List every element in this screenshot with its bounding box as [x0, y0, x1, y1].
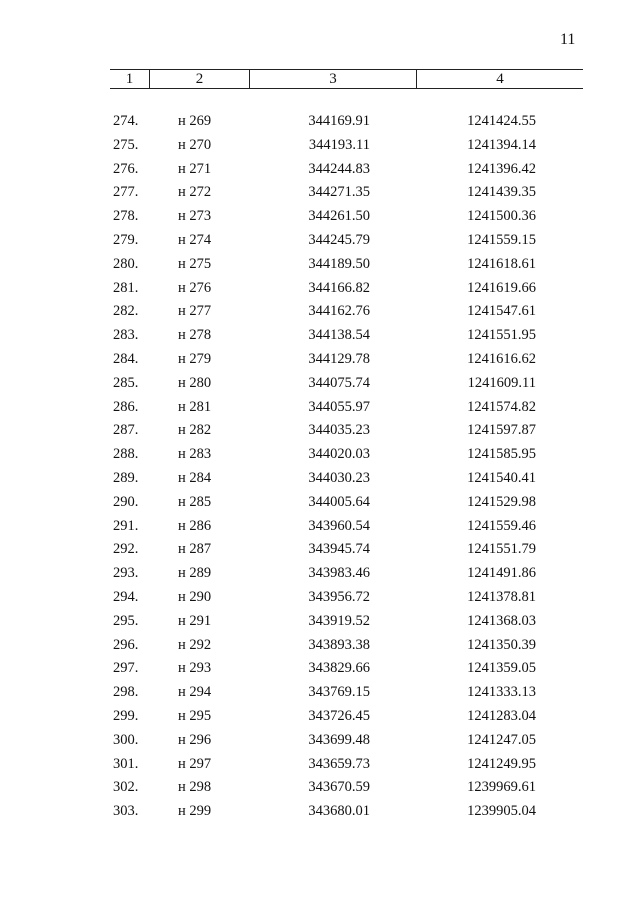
table-row — [0, 206, 639, 230]
coordinate-x: 343829.66 — [308, 660, 370, 677]
row-number: 284. — [113, 350, 139, 367]
coordinate-x: 343919.52 — [308, 612, 370, 629]
coordinate-x: 344245.79 — [308, 231, 370, 248]
point-id: н 291 — [178, 612, 212, 629]
coordinate-y: 1241529.98 — [467, 493, 536, 510]
table-row — [0, 254, 639, 278]
table-row — [0, 777, 639, 801]
row-number: 288. — [113, 446, 139, 463]
point-id: н 292 — [178, 636, 212, 653]
point-id: н 285 — [178, 493, 212, 510]
table-row — [0, 611, 639, 635]
table-row — [0, 278, 639, 302]
row-number: 291. — [113, 517, 139, 534]
table-header — [110, 69, 583, 89]
table-row — [0, 516, 639, 540]
point-id: н 277 — [178, 303, 212, 320]
coordinate-x: 344271.35 — [308, 184, 370, 201]
row-number: 274. — [113, 113, 139, 129]
coordinate-x: 343956.72 — [308, 588, 370, 605]
coordinate-x: 344138.54 — [308, 327, 370, 344]
coordinate-y: 1241378.81 — [467, 588, 536, 605]
coordinate-y: 1241368.03 — [467, 612, 536, 629]
column-header-4: 4 — [496, 71, 504, 87]
coordinate-y: 1241439.35 — [467, 184, 536, 201]
row-number: 283. — [113, 327, 139, 344]
table-row — [0, 730, 639, 754]
point-id: н 284 — [178, 469, 212, 486]
coordinate-y: 1241249.95 — [467, 755, 536, 772]
row-number: 287. — [113, 422, 139, 439]
coordinate-y: 1241359.05 — [467, 660, 536, 677]
row-number: 278. — [113, 208, 139, 225]
row-number: 279. — [113, 231, 139, 248]
coordinate-y: 1241283.04 — [467, 707, 536, 724]
point-id: н 279 — [178, 350, 212, 367]
coordinate-y: 1241540.41 — [467, 469, 536, 486]
coordinate-y: 1239969.61 — [467, 779, 536, 796]
coordinate-x: 344261.50 — [308, 208, 370, 225]
coordinate-y: 1241547.61 — [467, 303, 536, 320]
point-id: н 269 — [178, 113, 212, 129]
coordinate-y: 1241247.05 — [467, 731, 536, 748]
coordinate-y: 1241559.46 — [467, 517, 536, 534]
row-number: 299. — [113, 707, 139, 724]
table-row — [0, 587, 639, 611]
coordinate-y: 1241616.62 — [467, 350, 536, 367]
point-id: н 294 — [178, 684, 212, 701]
coordinate-y: 1241618.61 — [467, 255, 536, 272]
coordinate-x: 344129.78 — [308, 350, 370, 367]
column-header-3: 3 — [250, 70, 417, 88]
coordinate-y: 1241500.36 — [467, 208, 536, 225]
coordinate-x: 344055.97 — [308, 398, 370, 415]
coordinate-y: 1241491.86 — [467, 565, 536, 582]
point-id: н 276 — [178, 279, 212, 296]
point-id: н 273 — [178, 208, 212, 225]
table-row — [0, 230, 639, 254]
point-id: н 299 — [178, 803, 212, 820]
table-row — [0, 563, 639, 587]
point-id: н 297 — [178, 755, 212, 772]
table-row — [0, 349, 639, 373]
coordinate-y: 1241559.15 — [467, 231, 536, 248]
table-row — [0, 635, 639, 659]
table-row — [0, 135, 639, 159]
column-header-2: 2 — [150, 70, 250, 88]
table-row — [0, 754, 639, 778]
point-id: н 298 — [178, 779, 212, 796]
point-id: н 272 — [178, 184, 212, 201]
row-number: 303. — [113, 803, 139, 820]
point-id: н 270 — [178, 136, 212, 153]
coordinate-x: 344005.64 — [308, 493, 370, 510]
row-number: 295. — [113, 612, 139, 629]
coordinate-x: 344244.83 — [308, 160, 370, 177]
point-id: н 271 — [178, 160, 212, 177]
point-id: н 275 — [178, 255, 212, 272]
table-row — [0, 159, 639, 183]
coordinate-x: 344075.74 — [308, 374, 370, 391]
row-number: 286. — [113, 398, 139, 415]
row-number: 280. — [113, 255, 139, 272]
row-number: 293. — [113, 565, 139, 582]
table-row — [0, 373, 639, 397]
table-row — [0, 682, 639, 706]
coordinate-x: 344166.82 — [308, 279, 370, 296]
point-id: н 283 — [178, 446, 212, 463]
table-row — [0, 397, 639, 421]
row-number: 302. — [113, 779, 139, 796]
point-id: н 287 — [178, 541, 212, 558]
page-number: 11 — [560, 31, 576, 48]
row-number: 289. — [113, 469, 139, 486]
row-number: 297. — [113, 660, 139, 677]
coordinate-table-body — [0, 111, 639, 825]
coordinate-x: 343680.01 — [308, 803, 370, 820]
coordinate-x: 344193.11 — [308, 136, 370, 153]
coordinate-y: 1241609.11 — [467, 374, 536, 391]
table-row — [0, 420, 639, 444]
coordinate-y: 1241394.14 — [467, 136, 536, 153]
coordinate-y: 1241619.66 — [467, 279, 536, 296]
table-row — [0, 301, 639, 325]
coordinate-y: 1241350.39 — [467, 636, 536, 653]
coordinate-x: 344030.23 — [308, 469, 370, 486]
point-id: н 286 — [178, 517, 212, 534]
row-number: 277. — [113, 184, 139, 201]
table-row — [0, 325, 639, 349]
coordinate-x: 343983.46 — [308, 565, 370, 582]
point-id: н 278 — [178, 327, 212, 344]
coordinate-y: 1241333.13 — [467, 684, 536, 701]
coordinate-x: 344189.50 — [308, 255, 370, 272]
point-id: н 293 — [178, 660, 212, 677]
point-id: н 295 — [178, 707, 212, 724]
row-number: 296. — [113, 636, 139, 653]
row-number: 301. — [113, 755, 139, 772]
table-row — [0, 444, 639, 468]
coordinate-x: 343945.74 — [308, 541, 370, 558]
table-row — [0, 706, 639, 730]
row-number: 294. — [113, 588, 139, 605]
point-id: н 281 — [178, 398, 212, 415]
row-number: 275. — [113, 136, 139, 153]
coordinate-y: 1241551.95 — [467, 327, 536, 344]
point-id: н 274 — [178, 231, 212, 248]
coordinate-x: 343893.38 — [308, 636, 370, 653]
point-id: н 290 — [178, 588, 212, 605]
row-number: 300. — [113, 731, 139, 748]
coordinate-y: 1241551.79 — [467, 541, 536, 558]
point-id: н 282 — [178, 422, 212, 439]
row-number: 285. — [113, 374, 139, 391]
coordinate-y: 1241574.82 — [467, 398, 536, 415]
point-id: н 280 — [178, 374, 212, 391]
row-number: 290. — [113, 493, 139, 510]
coordinate-y: 1241424.55 — [467, 113, 536, 129]
coordinate-y: 1241597.87 — [467, 422, 536, 439]
coordinate-y: 1239905.04 — [467, 803, 536, 820]
coordinate-y: 1241585.95 — [467, 446, 536, 463]
row-number: 281. — [113, 279, 139, 296]
coordinate-x: 343670.59 — [308, 779, 370, 796]
table-row — [0, 468, 639, 492]
coordinate-x: 343699.48 — [308, 731, 370, 748]
table-row — [0, 801, 639, 825]
row-number: 276. — [113, 160, 139, 177]
table-row — [0, 539, 639, 563]
table-row — [0, 658, 639, 682]
coordinate-x: 343659.73 — [308, 755, 370, 772]
coordinate-x: 343960.54 — [308, 517, 370, 534]
coordinate-x: 343726.45 — [308, 707, 370, 724]
coordinate-x: 344020.03 — [308, 446, 370, 463]
row-number: 298. — [113, 684, 139, 701]
coordinate-x: 344162.76 — [308, 303, 370, 320]
coordinate-x: 344169.91 — [308, 113, 370, 129]
row-number: 292. — [113, 541, 139, 558]
coordinate-x: 343769.15 — [308, 684, 370, 701]
table-row — [0, 111, 639, 135]
coordinate-y: 1241396.42 — [467, 160, 536, 177]
point-id: н 289 — [178, 565, 212, 582]
table-row — [0, 182, 639, 206]
table-row — [0, 492, 639, 516]
point-id: н 296 — [178, 731, 212, 748]
coordinate-x: 344035.23 — [308, 422, 370, 439]
column-header-1: 1 — [110, 70, 150, 88]
row-number: 282. — [113, 303, 139, 320]
